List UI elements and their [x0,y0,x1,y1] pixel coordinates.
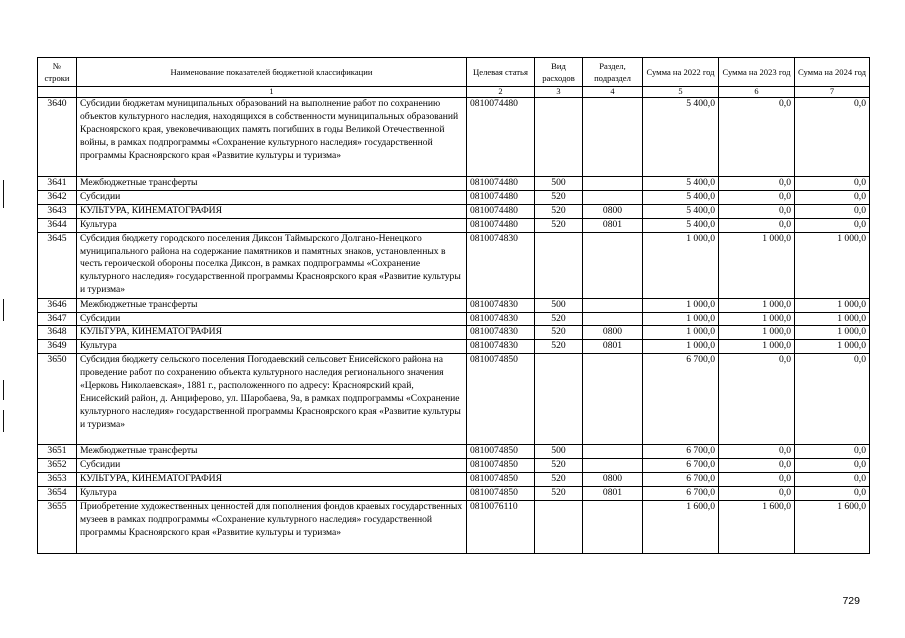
sum-2022: 5 400,0 [643,204,719,218]
header-sum-2022: Сумма на 2022 год [643,58,719,87]
section-code [583,232,643,298]
section-code: 0801 [583,340,643,354]
margin-mark [3,180,4,208]
target-article: 0810074830 [467,340,535,354]
table-row [38,298,870,312]
row-name: Межбюджетные трансферты [77,445,467,459]
table-row [38,190,870,204]
expense-type: 520 [535,190,583,204]
expense-type: 520 [535,218,583,232]
target-article: 0810074830 [467,326,535,340]
sum-2024: 0,0 [795,445,870,459]
expense-type: 520 [535,473,583,487]
expense-type: 500 [535,445,583,459]
row-number: 3651 [38,445,77,459]
table-row [38,340,870,354]
section-code [583,312,643,326]
sum-2022: 1 000,0 [643,326,719,340]
row-number: 3648 [38,326,77,340]
sum-2023: 0,0 [719,354,795,445]
sum-2023: 0,0 [719,177,795,191]
table-row [38,354,870,445]
sum-2024: 0,0 [795,459,870,473]
header-row-no: № строки [38,58,77,87]
sum-2022: 6 700,0 [643,473,719,487]
expense-type: 520 [535,204,583,218]
header-target: Целевая статья [467,58,535,87]
sum-2023: 0,0 [719,473,795,487]
column-number: 3 [535,87,583,98]
table-row [38,326,870,340]
row-name: Межбюджетные трансферты [77,177,467,191]
row-name: Субсидия бюджету сельского поселения Погодаевский сельсовет Енисейского района на проведение работ по сохранению объекта культурного наследия регионального значения «Церковь Николаевская», 1881 г., расположенного по адресу: Красноярский край, Енисейский район, д. Анциферово, ул. Шаробаева, 9а, в рамках подпрограммы «Сохранение культурного наследия» государственной программы Красноярского края «Развитие культуры и туризма» [77,354,467,445]
sum-2024: 0,0 [795,218,870,232]
target-article: 0810074850 [467,486,535,500]
margin-mark [3,410,4,432]
budget-table [37,57,870,554]
table-row [38,473,870,487]
sum-2022: 6 700,0 [643,354,719,445]
sum-2022: 5 400,0 [643,177,719,191]
expense-type [535,354,583,445]
expense-type: 520 [535,340,583,354]
header-sum-2023: Сумма на 2023 год [719,58,795,87]
section-code [583,354,643,445]
target-article: 0810074850 [467,473,535,487]
table-row [38,218,870,232]
sum-2023: 0,0 [719,486,795,500]
sum-2024: 0,0 [795,177,870,191]
row-number: 3655 [38,500,77,553]
row-number: 3645 [38,232,77,298]
table-row [38,177,870,191]
sum-2022: 6 700,0 [643,486,719,500]
row-name: Субсидии бюджетам муниципальных образований на выполнение работ по сохранению объектов культурного наследия, находящихся в собственности муниципальных образований Красноярского края, увековечивающих память погибших в годы Великой Отечественной войны, в рамках подпрограммы «Сохранение культурного наследия» государственной программы Красноярского края «Развитие культуры и туризма» [77,98,467,177]
section-code: 0800 [583,204,643,218]
sum-2022: 1 000,0 [643,232,719,298]
table-row [38,486,870,500]
row-name: Культура [77,218,467,232]
row-name: Субсидии [77,190,467,204]
sum-2023: 0,0 [719,98,795,177]
header-section: Раздел, подраздел [583,58,643,87]
target-article: 0810074480 [467,204,535,218]
expense-type [535,500,583,553]
sum-2023: 1 000,0 [719,232,795,298]
expense-type: 520 [535,326,583,340]
sum-2024: 1 000,0 [795,232,870,298]
row-number: 3653 [38,473,77,487]
page-number: 729 [842,595,860,607]
section-code [583,459,643,473]
sum-2023: 1 000,0 [719,298,795,312]
sum-2022: 5 400,0 [643,98,719,177]
target-article: 0810074850 [467,459,535,473]
sum-2022: 1 600,0 [643,500,719,553]
row-name: Субсидии [77,459,467,473]
sum-2022: 5 400,0 [643,190,719,204]
sum-2024: 0,0 [795,190,870,204]
target-article: 0810076110 [467,500,535,553]
row-name: Субсидии [77,312,467,326]
sum-2022: 6 700,0 [643,445,719,459]
target-article: 0810074850 [467,354,535,445]
target-article: 0810074830 [467,312,535,326]
target-article: 0810074830 [467,298,535,312]
section-code [583,98,643,177]
target-article: 0810074480 [467,177,535,191]
target-article: 0810074830 [467,232,535,298]
row-number: 3642 [38,190,77,204]
section-code: 0800 [583,326,643,340]
row-name: Субсидия бюджету городского поселения Диксон Таймырского Долгано-Ненецкого муниципального района на содержание памятников и памятных знаков, установленных в честь героической обороны поселка Диксон, в рамках подпрограммы «Сохранение культурного наследия» государственной программы Красноярского края «Развитие культуры и туризма» [77,232,467,298]
target-article: 0810074480 [467,218,535,232]
table-row [38,204,870,218]
row-name: Культура [77,486,467,500]
target-article: 0810074480 [467,190,535,204]
sum-2024: 0,0 [795,354,870,445]
sum-2024: 0,0 [795,486,870,500]
column-number: 4 [583,87,643,98]
table-header-row [38,58,870,87]
section-code [583,177,643,191]
column-number: 2 [467,87,535,98]
table-row [38,445,870,459]
column-number: 1 [77,87,467,98]
target-article: 0810074850 [467,445,535,459]
row-number: 3641 [38,177,77,191]
row-number: 3640 [38,98,77,177]
sum-2022: 1 000,0 [643,298,719,312]
margin-mark [3,380,4,400]
row-number: 3652 [38,459,77,473]
row-number: 3643 [38,204,77,218]
expense-type: 520 [535,312,583,326]
expense-type: 520 [535,486,583,500]
column-number-row [38,87,870,98]
sum-2024: 1 600,0 [795,500,870,553]
row-name: КУЛЬТУРА, КИНЕМАТОГРАФИЯ [77,204,467,218]
sum-2024: 1 000,0 [795,298,870,312]
expense-type: 520 [535,459,583,473]
sum-2024: 0,0 [795,204,870,218]
row-number: 3654 [38,486,77,500]
expense-type [535,232,583,298]
section-code: 0801 [583,486,643,500]
row-number: 3644 [38,218,77,232]
margin-mark [3,299,4,321]
expense-type: 500 [535,298,583,312]
row-number: 3649 [38,340,77,354]
row-name: Культура [77,340,467,354]
section-code [583,500,643,553]
row-name: Приобретение художественных ценностей для пополнения фондов краевых государственных музеев в рамках подпрограммы «Сохранение культурного наследия» государственной программы Красноярского края «Развитие культуры и туризма» [77,500,467,553]
sum-2024: 1 000,0 [795,326,870,340]
sum-2023: 1 600,0 [719,500,795,553]
sum-2024: 0,0 [795,473,870,487]
section-code [583,190,643,204]
header-sum-2024: Сумма на 2024 год [795,58,870,87]
row-number: 3650 [38,354,77,445]
sum-2022: 1 000,0 [643,340,719,354]
sum-2023: 1 000,0 [719,326,795,340]
table-row [38,232,870,298]
sum-2023: 0,0 [719,190,795,204]
row-number: 3647 [38,312,77,326]
sum-2023: 0,0 [719,218,795,232]
row-name: Межбюджетные трансферты [77,298,467,312]
section-code: 0800 [583,473,643,487]
row-name: КУЛЬТУРА, КИНЕМАТОГРАФИЯ [77,473,467,487]
sum-2022: 6 700,0 [643,459,719,473]
row-number: 3646 [38,298,77,312]
sum-2023: 0,0 [719,459,795,473]
column-number: 7 [795,87,870,98]
table-row [38,459,870,473]
section-code [583,445,643,459]
table-row [38,98,870,177]
sum-2023: 0,0 [719,204,795,218]
table-row [38,312,870,326]
sum-2024: 0,0 [795,98,870,177]
target-article: 0810074480 [467,98,535,177]
sum-2022: 5 400,0 [643,218,719,232]
sum-2024: 1 000,0 [795,340,870,354]
header-expense-type: Вид расходов [535,58,583,87]
header-name: Наименование показателей бюджетной классификации [77,58,467,87]
sum-2023: 1 000,0 [719,312,795,326]
sum-2023: 0,0 [719,445,795,459]
column-number [38,87,77,98]
column-number: 5 [643,87,719,98]
section-code [583,298,643,312]
sum-2023: 1 000,0 [719,340,795,354]
row-name: КУЛЬТУРА, КИНЕМАТОГРАФИЯ [77,326,467,340]
section-code: 0801 [583,218,643,232]
sum-2022: 1 000,0 [643,312,719,326]
column-number: 6 [719,87,795,98]
expense-type [535,98,583,177]
expense-type: 500 [535,177,583,191]
table-row [38,500,870,553]
sum-2024: 1 000,0 [795,312,870,326]
